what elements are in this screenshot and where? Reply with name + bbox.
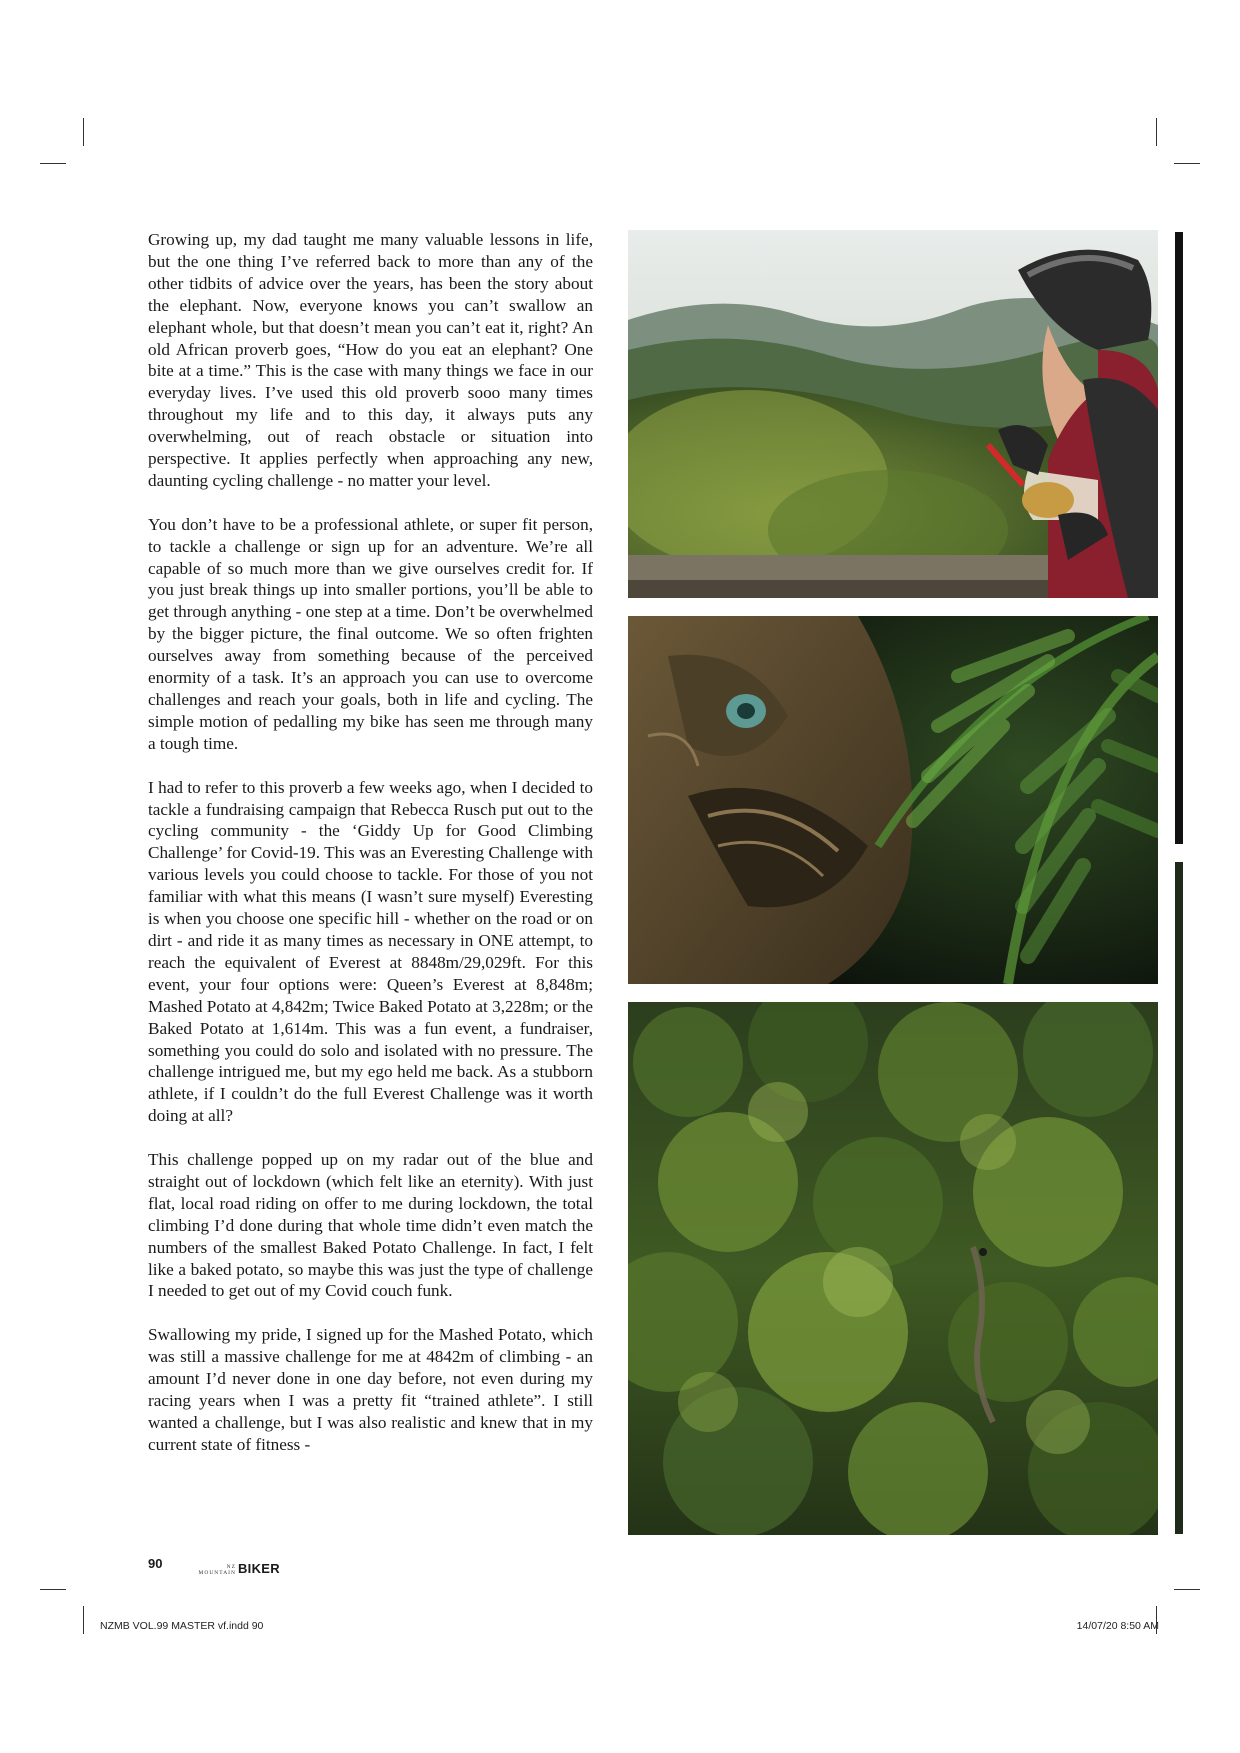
photo-rider-eating: [628, 230, 1158, 598]
crop-mark: [83, 1606, 84, 1634]
photo-forest-trail: [628, 1002, 1158, 1535]
magazine-logo: [198, 1561, 279, 1576]
page-number: 90: [148, 1556, 163, 1571]
logo-biker: BIKER: [237, 1561, 280, 1576]
crop-mark: [1174, 163, 1200, 164]
article-paragraph: Growing up, my dad taught me many valuable lessons in life, but the one thing I’ve referred back to more than any of the other tidbits of advice over the years, has been the story about the elephant. Now, everyone knows you can’t swallow an elephant whole, but that doesn’t mean you can’t eat it, right? An old African proverb goes, “How do you eat an elephant? One bite at a time.” This is the case with many things we face in our everyday lives. I’ve used this old proverb sooo many times throughout my life and to this day, it always puts any overwhelming, out of reach obstacle or situation into perspective. It applies perfectly when approaching any new, daunting cycling challenge - no matter your level.: [148, 230, 593, 490]
article-paragraph: I had to refer to this proverb a few weeks ago, when I decided to tackle a fundraising campaign that Rebecca Rusch put out to the cycling community - the ‘Giddy Up for Good Climbing Challenge’ for Covid-19. This was an Everesting Challenge with various levels you could choose to tackle. For those of you not familiar with what this means (I wasn’t sure myself) Everesting is when you choose one specific hill - whether on the road or on dirt - and ride it as many times as necessary in ONE attempt, to reach the equivalent of Everest at 8848m/29,029ft. For this event, your four options were: Queen’s Everest at 8,848m; Mashed Potato at 4,842m; Twice Baked Potato at 3,228m; or the Baked Potato at 1,614m. This was a fun event, a fundraiser, something you could do solo and isolated with no pressure. The challenge intrigued me, but my ego held me back. As a stubborn athlete, if I couldn’t do the full Everest Challenge was it worth doing at all?: [148, 777, 593, 1126]
article-paragraph: Swallowing my pride, I signed up for the Mashed Potato, which was still a massive challenge for me at 4842m of climbing - an amount I’d never done in one day before, not even during my racing years when I was a pretty fit “trained athlete”. I still wanted a challenge, but I was also realistic and knew that in my current state of fitness -: [148, 1325, 593, 1454]
logo-nz: NZ: [226, 1564, 236, 1570]
crop-mark: [1156, 118, 1157, 146]
crop-mark: [40, 163, 66, 164]
folio: [148, 1556, 280, 1576]
page-edge-bar: [1175, 232, 1183, 844]
logo-mountain: MOUNTAIN: [198, 1570, 236, 1576]
article-body: [148, 229, 593, 1456]
article-paragraph: You don’t have to be a professional athlete, or super fit person, to tackle a challenge or sign up for an adventure. We’re all capable of so much more than we give ourselves credit for. If you just break things up into smaller portions, you’ll be able to get through anything - one step at a time. Don’t be overwhelmed by the bigger picture, the final outcome. We so often frighten ourselves away from something because of the perceived enormity of a task. It’s an approach you can use to overcome challenges and reach your goals, both in life and cycling. The simple motion of pedalling my bike has seen me through many a tough time.: [148, 514, 593, 753]
page-edge-bar: [1175, 862, 1183, 1534]
print-slug-file: NZMB VOL.99 MASTER vf.indd 90: [100, 1620, 264, 1632]
crop-mark: [40, 1589, 66, 1590]
crop-mark: [1174, 1589, 1200, 1590]
print-slug-timestamp: 14/07/20 8:50 AM: [1076, 1620, 1159, 1632]
crop-mark: [83, 118, 84, 146]
photo-carving-fern: [628, 616, 1158, 984]
article-paragraph: This challenge popped up on my radar out of the blue and straight out of lockdown (which felt like an eternity). With just flat, local road riding on offer to me during lockdown, the total climbing I’d done during that whole time didn’t even match the numbers of the smallest Baked Potato Challenge. In fact, I felt like a baked potato, so maybe this was just the type of challenge I needed to get out of my Covid couch funk.: [148, 1150, 593, 1301]
